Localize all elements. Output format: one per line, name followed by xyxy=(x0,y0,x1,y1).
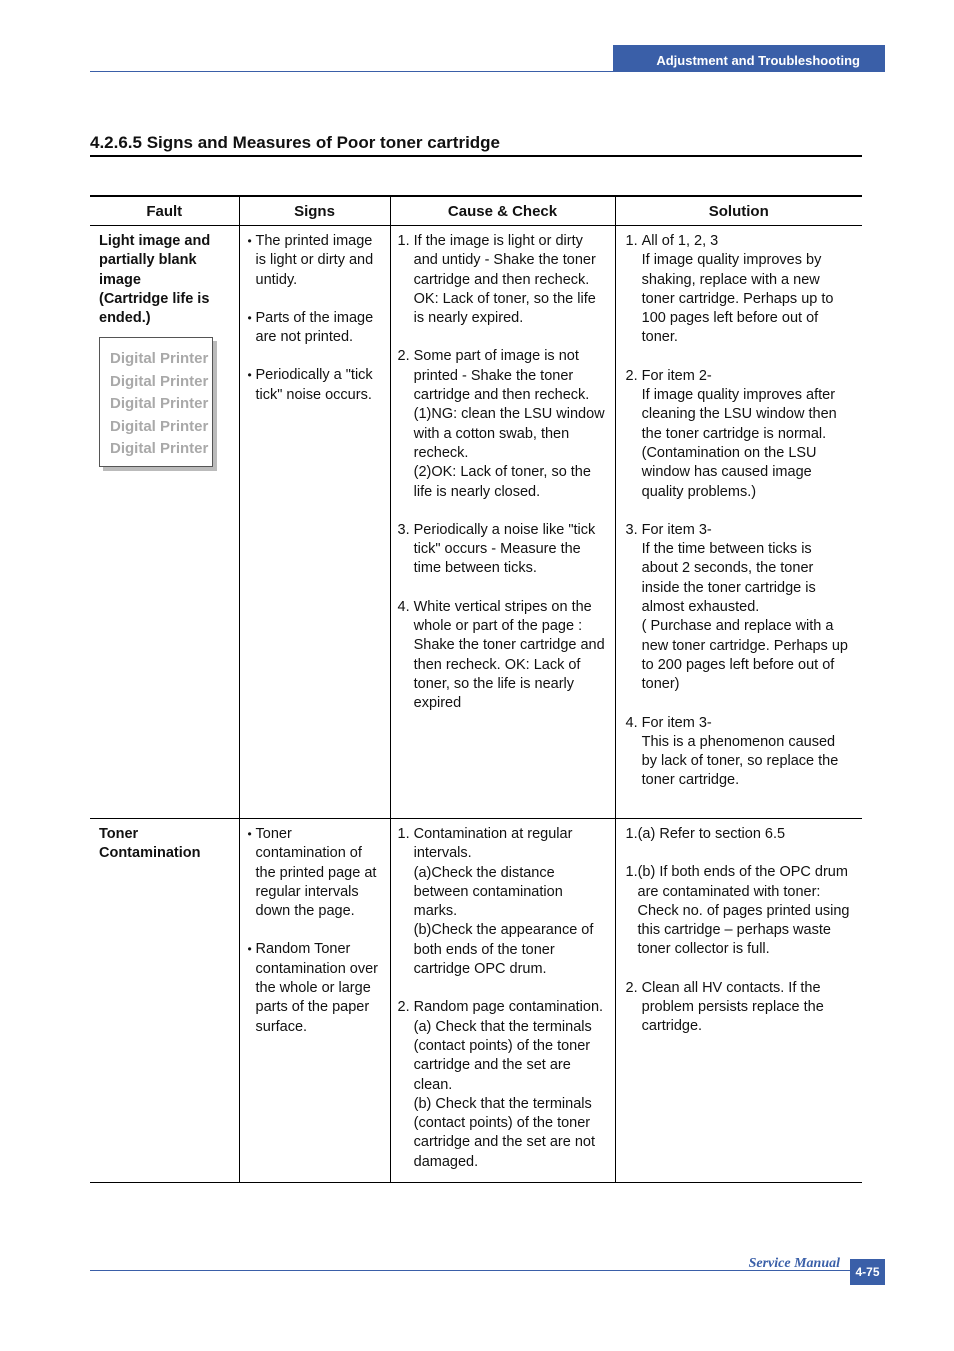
header-rule xyxy=(90,71,885,72)
solution-item: 1. All of 1, 2, 3 If image quality improves by shaking, replace with a new toner cartridge. Perhaps up to 100 pages left before out of toner. xyxy=(625,233,834,346)
header-solution: Solution xyxy=(615,196,862,226)
signs-cell xyxy=(239,226,390,819)
cause-item: 2. Random page contamination. (a) Check that the terminals (contact points) of the toner cartridge and the set are clean. (b) Check that the terminals (contact points) of the toner cartridge and the set are not damaged. xyxy=(397,999,604,1170)
sample-print-image xyxy=(99,337,213,467)
cause-item: 1. Contamination at regular intervals. (a)Check the distance between contamination marks. (b)Check the appearance of both ends of the toner cartridge OPC drum. xyxy=(397,826,594,978)
cause-cell xyxy=(390,226,615,819)
section-title: 4.2.6.5 Signs and Measures of Poor toner cartridge xyxy=(90,133,862,157)
solution-item: 4. For item 3- This is a phenomenon caused by lack of toner, so replace the toner cartridge. xyxy=(625,714,839,789)
cause-cell xyxy=(390,819,615,1183)
table-row xyxy=(90,226,862,819)
section-tab: Adjustment and Troubleshooting xyxy=(613,45,885,72)
cause-item: 2. Some part of image is not printed - Shake the toner cartridge and then recheck. (1)NG: clean the LSU window with a cotton swab, then recheck. (2)OK: Lack of toner, so the life is nearly closed. xyxy=(397,348,605,500)
solution-cell xyxy=(615,819,862,1183)
solution-item: 1.(a) Refer to section 6.5 xyxy=(625,826,786,842)
fault-text: Toner Contamination xyxy=(99,826,201,862)
header-cause-check: Cause & Check xyxy=(390,196,615,226)
header-fault: Fault xyxy=(90,196,239,226)
fault-text: Light image and partially blank image (Cartridge life is ended.) xyxy=(99,233,211,327)
header-signs: Signs xyxy=(239,196,390,226)
sign-item: • Toner contamination of the printed page at regular intervals down the page. xyxy=(247,826,377,920)
solution-item: 1.(b) If both ends of the OPC drum are contaminated with toner: Check no. of pages printed using this cartridge – perhaps waste toner collector is full. xyxy=(625,864,850,958)
footer-label: Service Manual xyxy=(748,1256,840,1271)
sample-line: Digital Printer xyxy=(110,395,209,413)
cause-item: 3. Periodically a noise like "tick tick" occurs - Measure the time between ticks. xyxy=(397,521,596,577)
solution-item: 2. For item 2- If image quality improves after cleaning the LSU window then the toner cartridge is normal. (Contamination on the LSU window has caused image quality problems.) xyxy=(625,367,837,500)
solution-cell xyxy=(615,226,862,819)
solution-item: 3. For item 3- If the time between ticks is about 2 seconds, the toner inside the toner cartridge is almost exhausted. ( Purchase and replace with a new toner cartridge. Perhaps up to 200 pages left before out of toner) xyxy=(625,521,848,693)
signs-cell xyxy=(239,819,390,1183)
troubleshooting-table xyxy=(90,195,862,1183)
table-header-row xyxy=(90,196,862,226)
sign-item: • The printed image is light or dirty and untidy. xyxy=(247,233,374,288)
fault-cell xyxy=(90,819,239,1183)
sample-line: Digital Printer xyxy=(110,350,209,368)
cause-item: 1. If the image is light or dirty and untidy - Shake the toner cartridge and then recheck. OK: Lack of toner, so the life is nearly expired. xyxy=(397,233,596,327)
page-number: 4-75 xyxy=(850,1259,885,1285)
fault-cell xyxy=(90,226,239,819)
sample-line: Digital Printer xyxy=(110,417,209,435)
table-row xyxy=(90,819,862,1183)
sample-line: Digital Printer xyxy=(110,372,209,390)
sign-item: • Parts of the image are not printed. xyxy=(247,309,374,346)
sample-line: Digital Printer xyxy=(110,440,209,458)
cause-item: 4. White vertical stripes on the whole or part of the page : Shake the toner cartridge and then recheck. OK: Lack of toner, so the life is nearly expired xyxy=(397,598,605,712)
sign-item: • Random Toner contamination over the whole or large parts of the paper surface. xyxy=(247,941,379,1035)
solution-item: 2. Clean all HV contacts. If the problem persists replace the cartridge. xyxy=(625,979,824,1035)
sign-item: • Periodically a "tick tick" noise occurs. xyxy=(247,367,373,403)
